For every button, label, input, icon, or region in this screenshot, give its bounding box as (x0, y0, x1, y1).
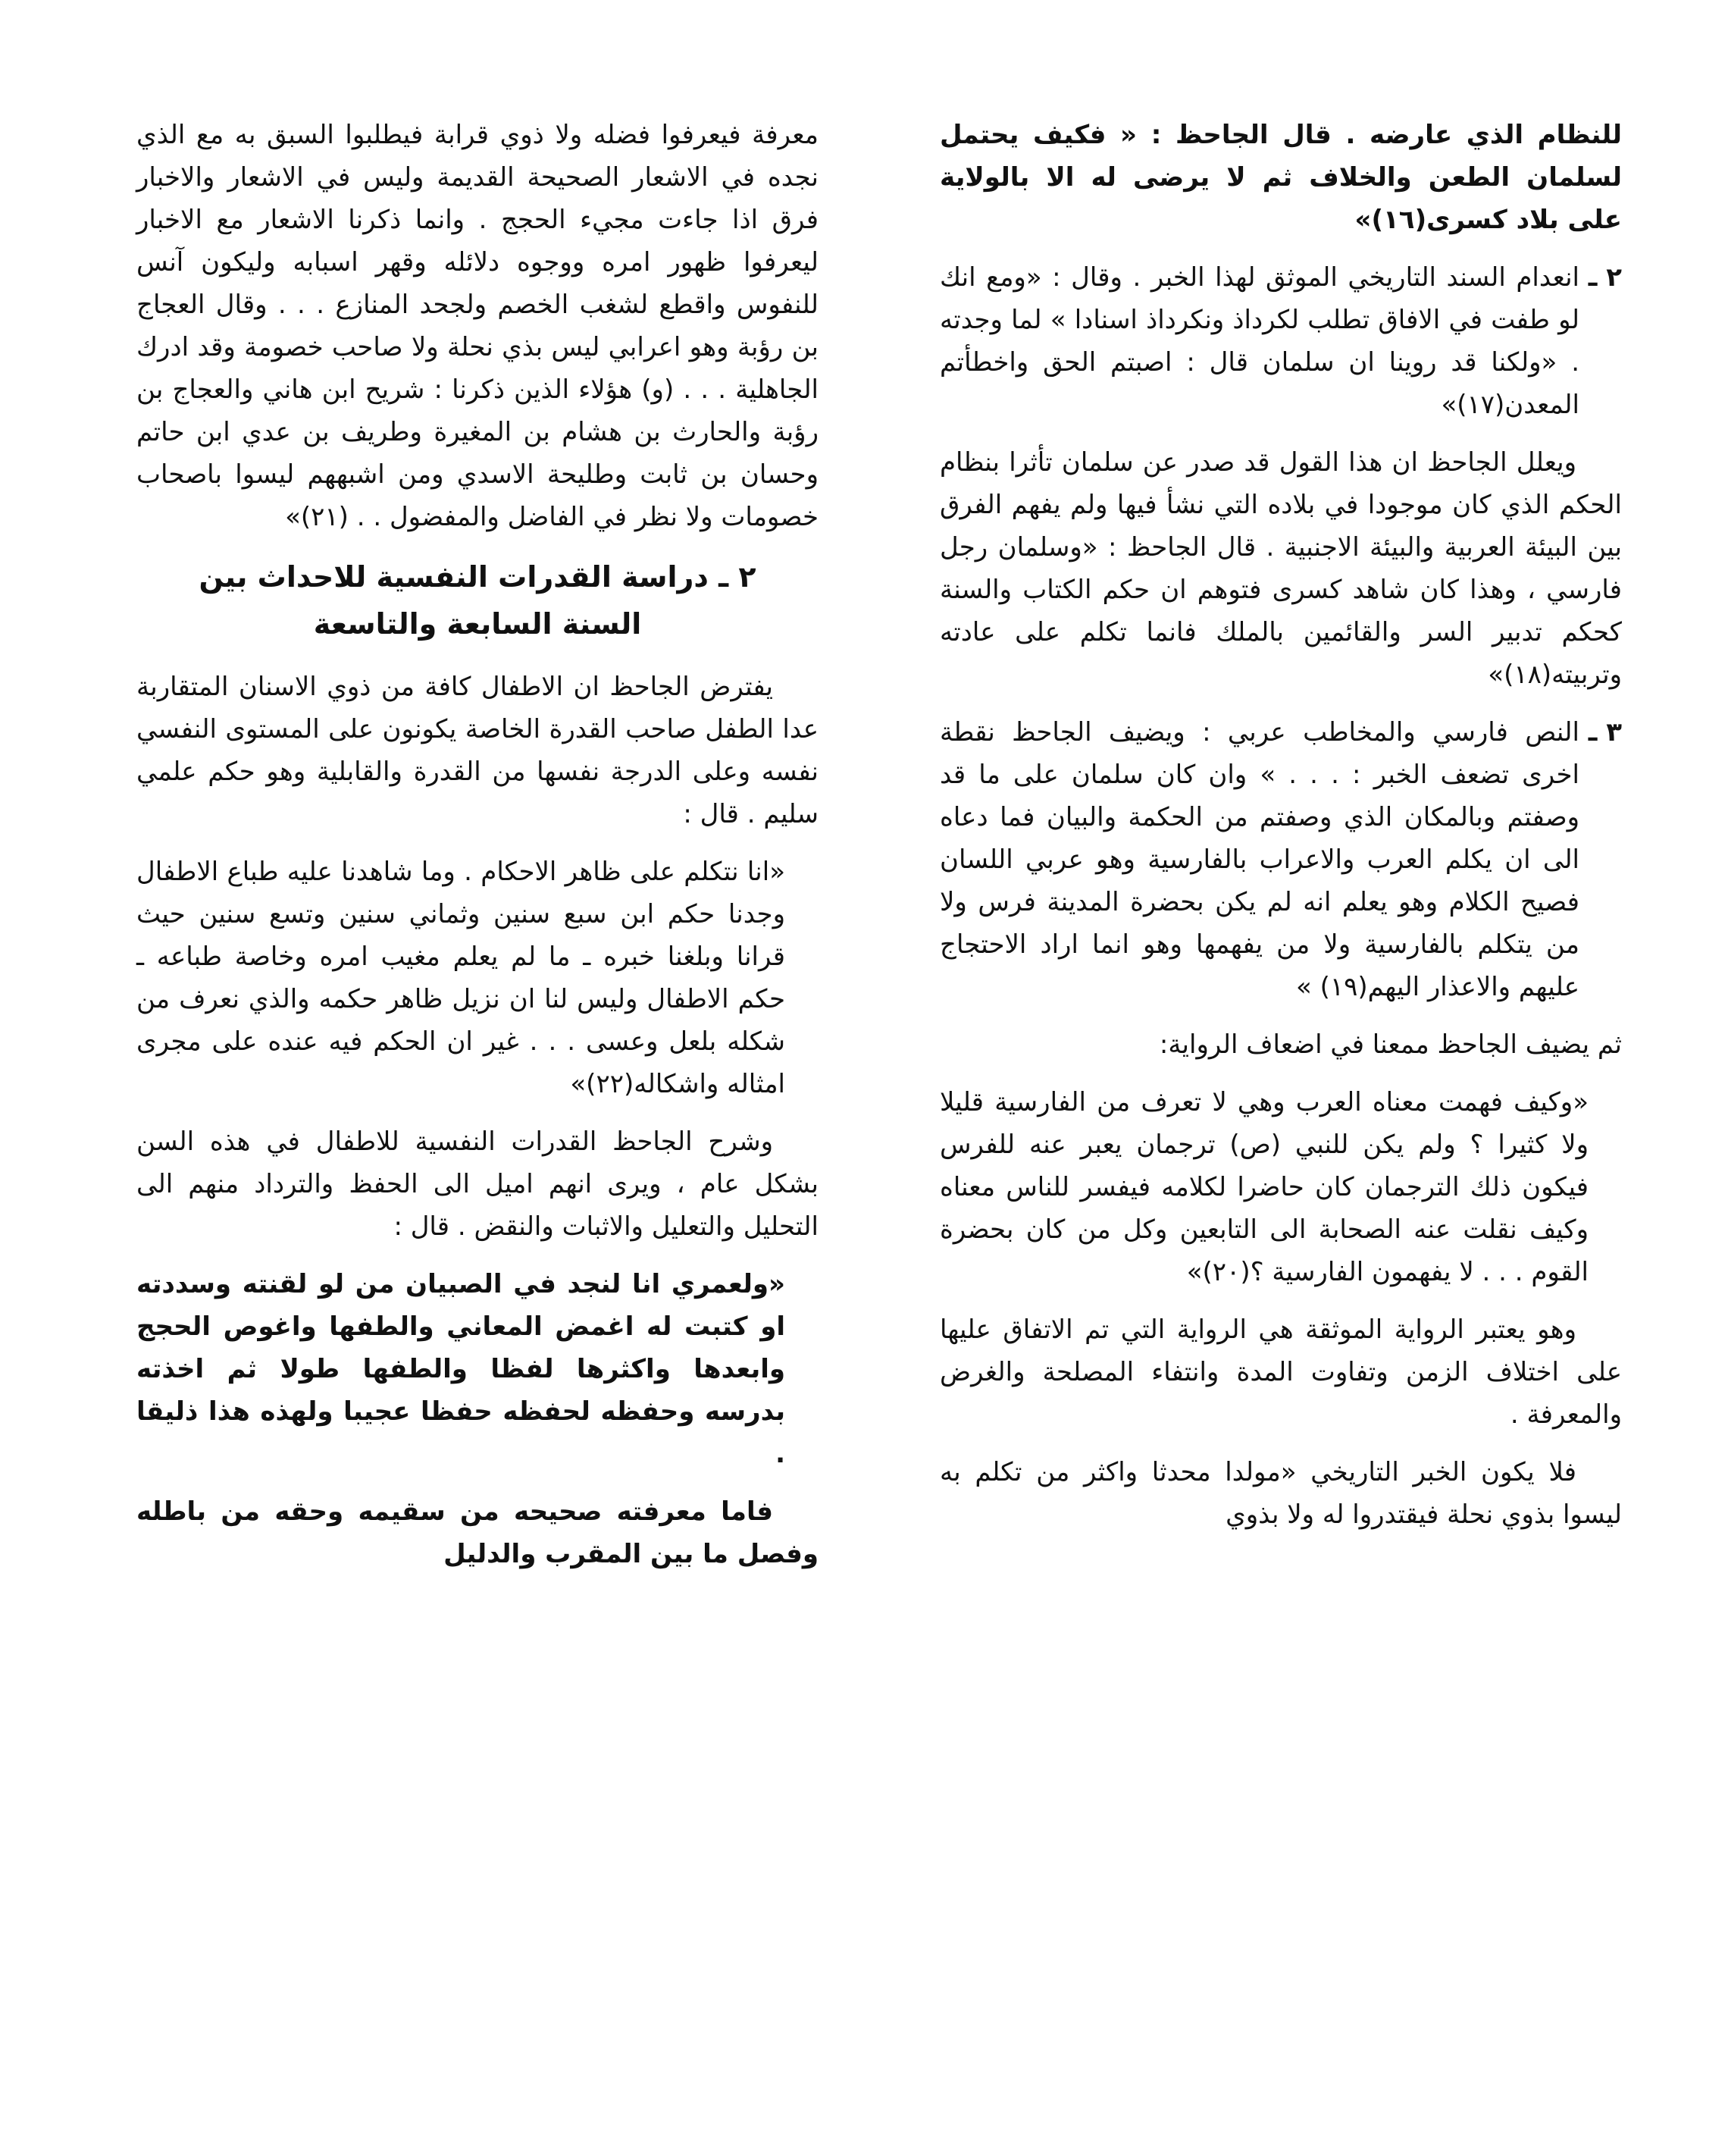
item-text: انعدام السند التاريخي الموثق لهذا الخبر . وقال : «ومع انك لو طفت في الافاق تطلب لكرداذ ونكرداذ اسنادا » لما وجدته . «ولكنا قد روينا ان سلمان قال : اصبتم الحق واخطأتم المعدن(١٧)» (940, 262, 1579, 420)
item-number: ٣ ـ (1588, 717, 1622, 747)
section-heading (136, 553, 819, 647)
heading-line-1: ٢ ـ دراسة القدرات النفسية للاحداث بين (199, 560, 756, 594)
numbered-item-2 (940, 256, 1622, 426)
paragraph-assume: يفترض الجاحظ ان الاطفال كافة من ذوي الاسنان المتقاربة عدا الطفل صاحب القدرة الخاصة يكونون على المستوى النفسي نفسه وعلى الدرجة نفسها من القدرة والقابلية وهو حكم علمي سليم . قال : (136, 672, 819, 829)
paragraph-reliable: وهو يعتبر الرواية الموثقة هي الرواية التي تم الاتفاق عليها على اختلاف الزمن وتفاوت المدة وانتفاء المصلحة والغرض والمعرفة . (940, 1315, 1622, 1430)
quote-life: «ولعمري انا لنجد في الصبيان من لو لقنته وسددته او كتبت له اغمض المعاني والطفها واغوص الحجج وابعدها واكثرها لفظا والطفها طولا ثم اخذته بدرسه وحفظه لحفظه حفظا عجيبا ولهذه هذا ذليقا . (136, 1269, 785, 1469)
left-column (136, 114, 819, 1590)
paragraph-explain: وشرح الجاحظ القدرات النفسية للاطفال في هذه السن بشكل عام ، ويرى انهم اميل الى الحفظ والترداد منهم الى التحليل والتعليل والاثبات والنقض . قال : (136, 1127, 819, 1242)
paragraph-justify: ويعلل الجاحظ ان هذا القول قد صدر عن سلمان تأثرا بنظام الحكم الذي كان موجودا في بلاده التي نشأ فيها ولم يفهم الفرق بين البيئة العربية والبيئة الاجنبية . قال الجاحظ : «وسلمان رجل فارسي ، وهذا كان شاهد كسرى فتوهم ان حكم الكتاب والسنة كحكم تدبير السر والقائمين بالملك فانما تكلم على عادته وتربيته(١٨)» (940, 447, 1622, 690)
paragraph-top: معرفة فيعرفوا فضله ولا ذوي قرابة فيطلبوا السبق به مع الذي نجده في الاشعار الصحيحة القديمة وليس في الاشعار والاخبار فرق اذا جاءت مجيء الحجج . وانما ذكرنا الاشعار مع الاخبار ليعرفوا ظهور امره ووجوه دلائله وقهر اسبابه وليكون آنس للنفوس واقطع لشغب الخصم ولجحد المنازع . . . وقال العجاج بن رؤبة وهو اعرابي ليس بذي نحلة ولا صاحب خصومة وقد ادرك الجاهلية . . . (و) هؤلاء الذين ذكرنا : شريح ابن هاني والعجاج بن رؤبة والحارث بن هشام بن المغيرة وطريف بن عدي ابن حاتم وحسان بن ثابت وطليحة الاسدي ومن اشبههم ليسوا باصحاب خصومات ولا نظر في الفاضل والمفضول . . (٢١)» (136, 120, 819, 532)
right-column (940, 114, 1622, 1551)
numbered-item-3 (940, 711, 1622, 1008)
paragraph-then: ثم يضيف الجاحظ ممعنا في اضعاف الرواية: (1159, 1029, 1622, 1060)
item-text: النص فارسي والمخاطب عربي : ويضيف الجاحظ نقطة اخرى تضعف الخبر : . . . » وان كان سلمان على ما قد وصفتم وبالمكان الذي وصفتم من الحكمة والبيان فما دعاه الى ان يكلم العرب والاعراب بالفارسية وهو عربي اللسان فصيح الكلام وهو يعلم انه لم يكن بحضرة المدينة فرس ولا من يتكلم بالفارسية ولا من يفهمها وهو انما اراد الاحتجاج عليهم والاعذار اليهم(١٩) » (940, 717, 1579, 1002)
paragraph-intro: للنظام الذي عارضه . قال الجاحظ : « فكيف يحتمل لسلمان الطعن والخلاف ثم لا يرضى له الا بالولاية على بلاد كسرى(١٦)» (940, 120, 1622, 235)
paragraph-last: فلا يكون الخبر التاريخي «مولدا محدثا واكثر من تكلم به ليسوا بذوي نحلة فيقتدروا له ولا بذوي (940, 1457, 1622, 1530)
quote-we: «انا نتكلم على ظاهر الاحكام . وما شاهدنا عليه طباع الاطفال وجدنا حكم ابن سبع سنين وثماني سنين وتسع سنين حيث قرانا وبلغنا خبره ـ ما لم يعلم مغيب امره وخاصة طباعه ـ حكم الاطفال وليس لنا ان نزيل ظاهر حكمه والذي نعرف من شكله بلعل وعسى . . . غير ان الحكم فيه عنده على مجرى امثاله واشكاله(٢٢)» (136, 857, 785, 1099)
quote-how: «وكيف فهمت معناه العرب وهي لا تعرف من الفارسية قليلا ولا كثيرا ؟ ولم يكن للنبي (ص) ترجمان يعبر عنه للفرس فيكون ذلك الترجمان كان حاضرا لكلامه فيفسر للناس معناه وكيف نقلت عنه الصحابة الى التابعين وكل من كان بحضرة القوم . . . لا يفهمون الفارسية ؟(٢٠)» (940, 1087, 1589, 1287)
paragraph-final: فاما معرفته صحيحه من سقيمه وحقه من باطله وفصل ما بين المقرب والدليل (136, 1496, 819, 1569)
item-number: ٢ ـ (1588, 262, 1622, 293)
heading-line-2: السنة السابعة والتاسعة (313, 607, 642, 641)
